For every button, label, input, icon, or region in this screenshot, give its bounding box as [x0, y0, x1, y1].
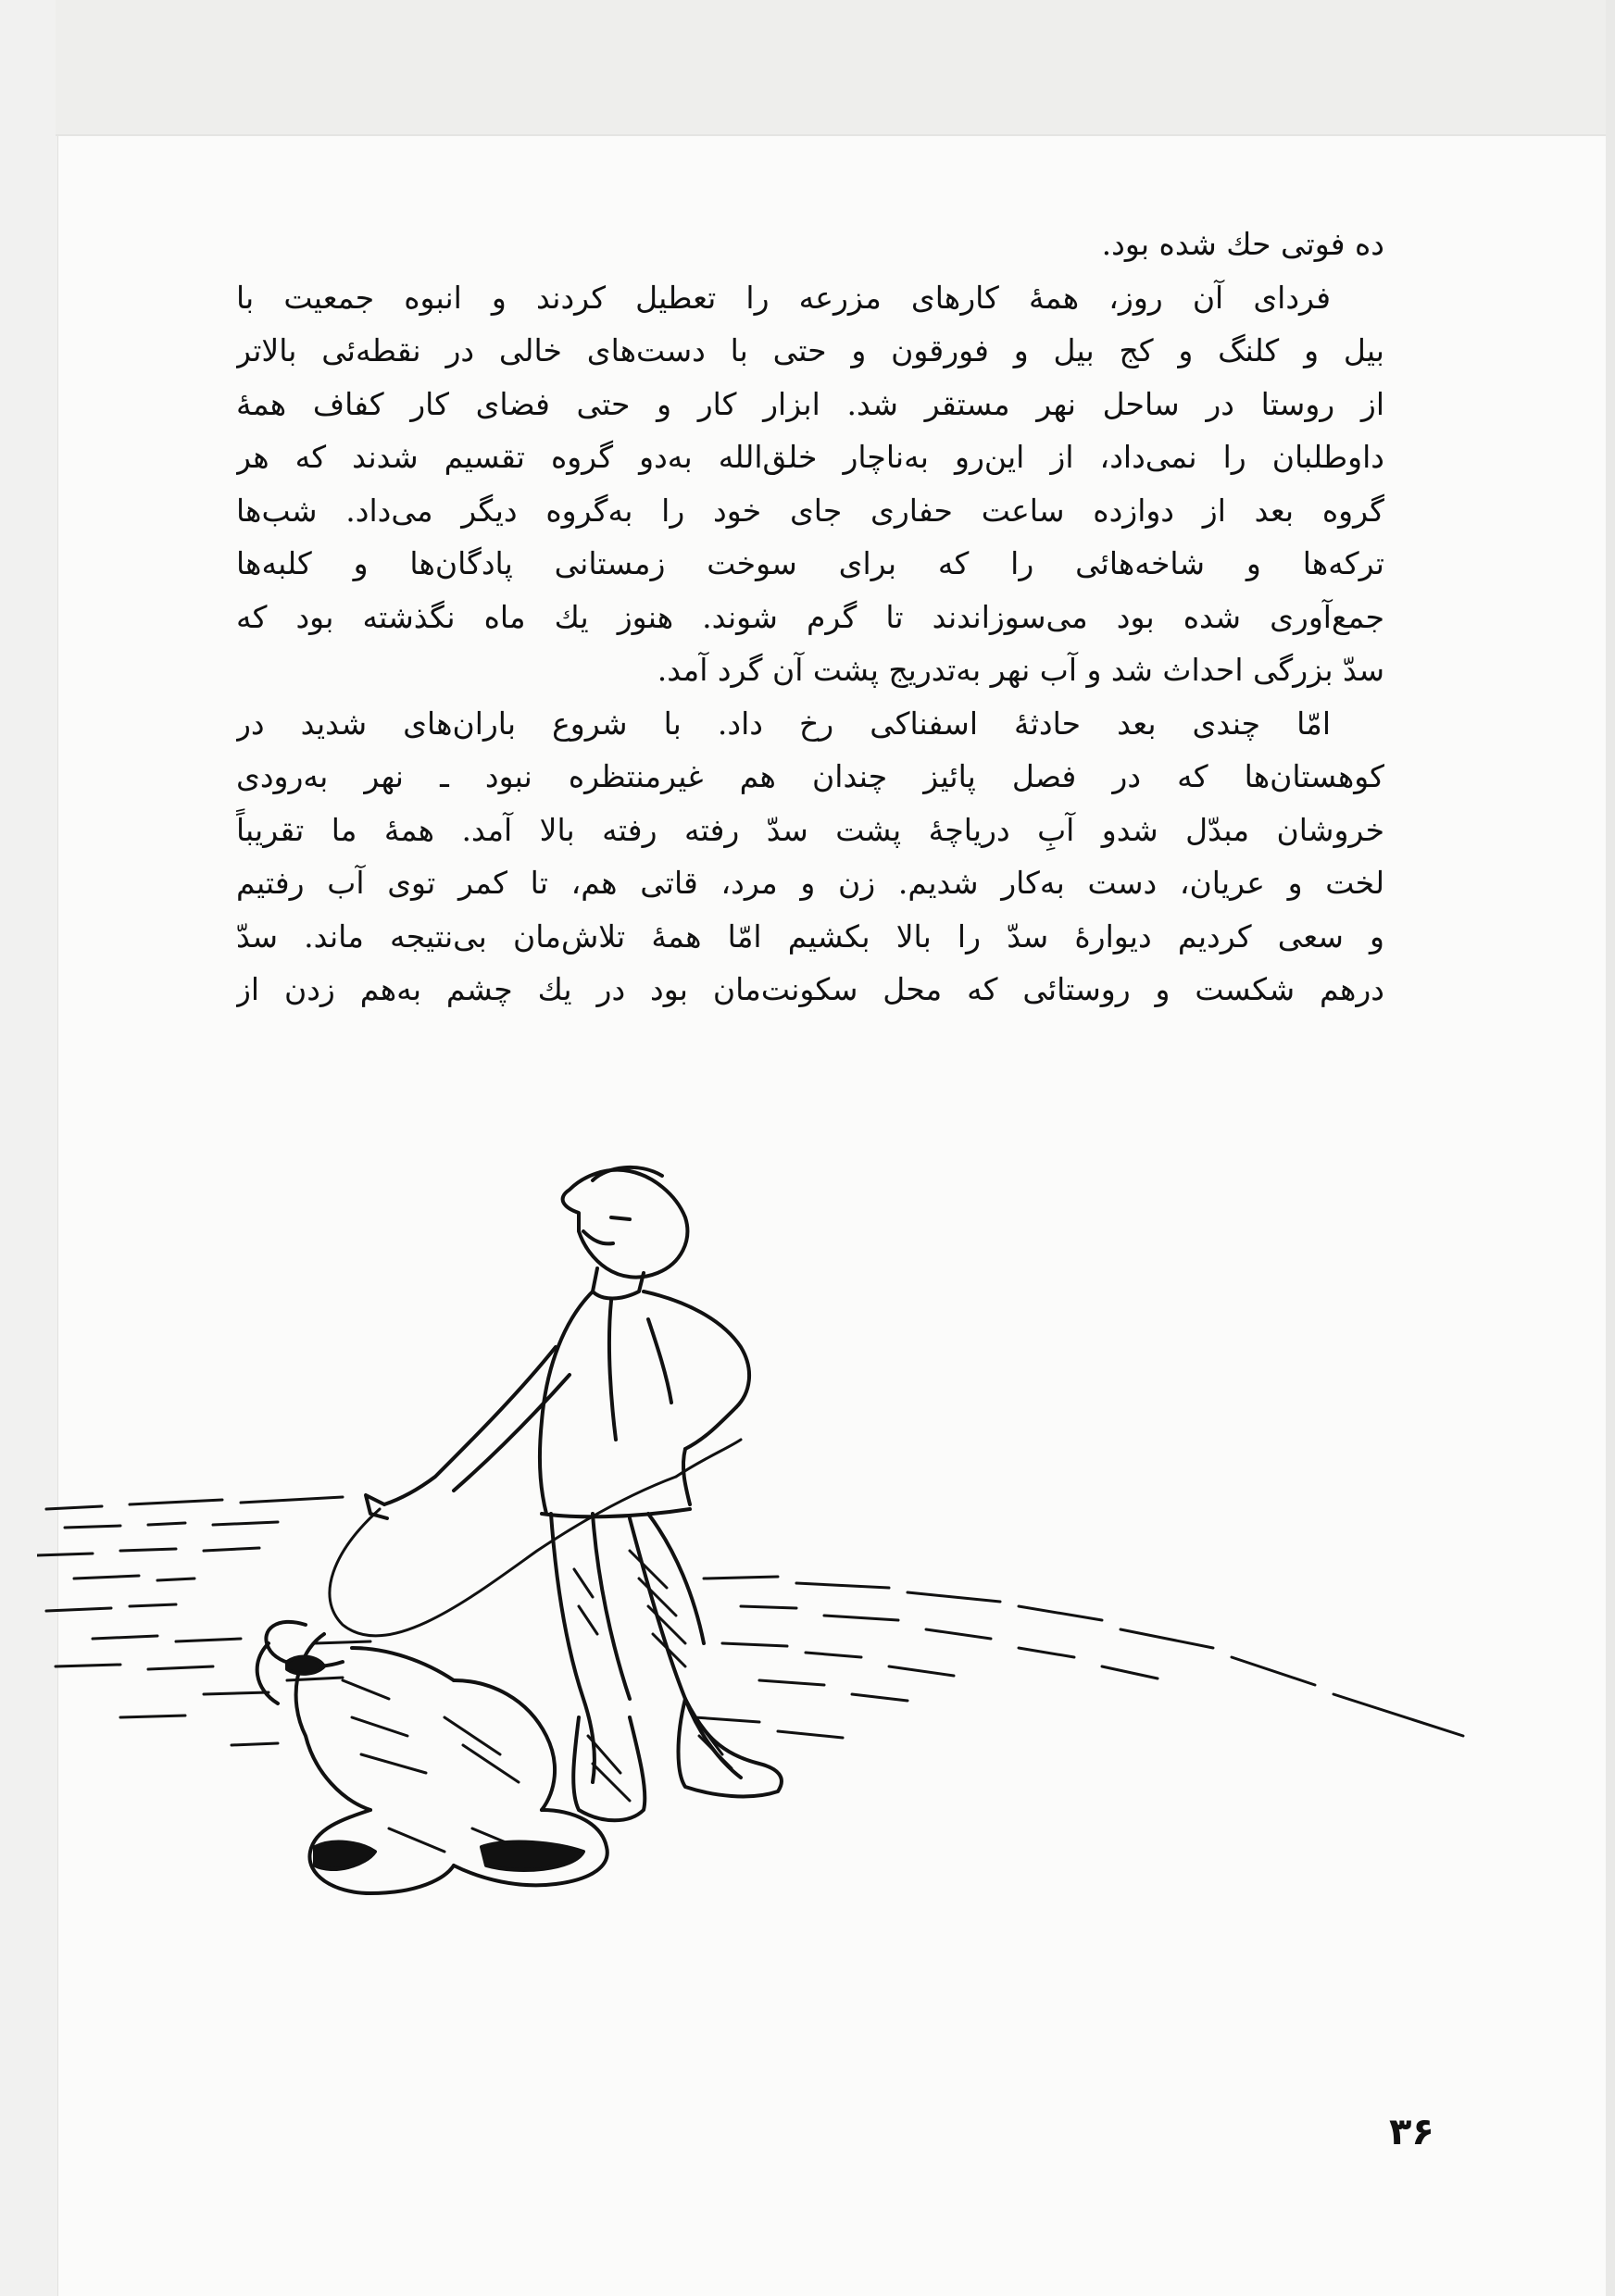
text-line: درهم شکست و روستائی که محل سکونت‌مان بود در یك چشم به‌هم زدن از: [236, 971, 1384, 1007]
water-strokes: [37, 1497, 1463, 1745]
text-line: جمع‌آوری شده بود می‌سوزاندند تا گرم شوند. هنوز یك ماه نگذشته بود که: [236, 598, 1384, 635]
text-line: از روستا در ساحل نهر مستقر شد. ابزار کار و حتی فضای کار کفاف همهٔ: [236, 385, 1384, 422]
body-text: [236, 218, 1384, 1017]
text-line: امّا چندی بعد حادثهٔ اسفناکی رخ داد. با شروع باران‌های شدید در: [236, 705, 1331, 742]
text-line: سدّ بزرگی احداث شد و آب نهر به‌تدریج پشت آن گرد آمد.: [657, 652, 1384, 688]
text-line: ترکه‌ها و شاخه‌هائی را که برای سوخت زمستانی پادگان‌ها و کلبه‌ها: [236, 545, 1384, 581]
page-top-strip: [56, 0, 1615, 136]
man-with-sack-illustration: [37, 1162, 1482, 1930]
text-line: داوطلبان را نمی‌داد، از این‌رو به‌ناچار خلق‌الله به‌دو گروه تقسیم شدند که هر: [236, 439, 1384, 475]
sack: [257, 1622, 607, 1893]
text-line: ده فوتی حك شده بود.: [1101, 226, 1384, 262]
page-number: ۳۶: [1389, 2111, 1434, 2153]
text-line: خروشان مبدّل شدو آبِ دریاچهٔ پشت سدّ رفته رفته بالا آمد. همهٔ ما تقریباً: [236, 811, 1384, 848]
text-line: لخت و عریان، دست به‌کار شدیم. زن و مرد، قاتی هم، تا کمر توی آب رفتیم: [236, 865, 1384, 901]
page-gutter: [0, 0, 58, 2296]
text-line: و سعی کردیم دیوارهٔ سدّ را بالا بکشیم امّا همهٔ تلاش‌مان بی‌نتیجه ماند. سدّ: [236, 917, 1384, 955]
text-line: گروه بعد از دوازده ساعت حفاری جای خود را به‌گروه دیگر می‌داد. شب‌ها: [236, 492, 1384, 529]
text-line: بیل و کلنگ و کج بیل و فورقون و حتی با دست‌های خالی در نقطه‌ئی بالاتر: [236, 332, 1384, 368]
text-line: کوهستان‌ها که در فصل پائیز چندان هم غیرمنتظره نبود ـ نهر به‌رودی: [236, 758, 1384, 794]
page-right-edge: [1606, 0, 1615, 2296]
man-figure: [330, 1167, 782, 1820]
text-line: فردای آن روز، همهٔ کارهای مزرعه را تعطیل کردند و انبوه جمعیت با: [236, 279, 1331, 316]
